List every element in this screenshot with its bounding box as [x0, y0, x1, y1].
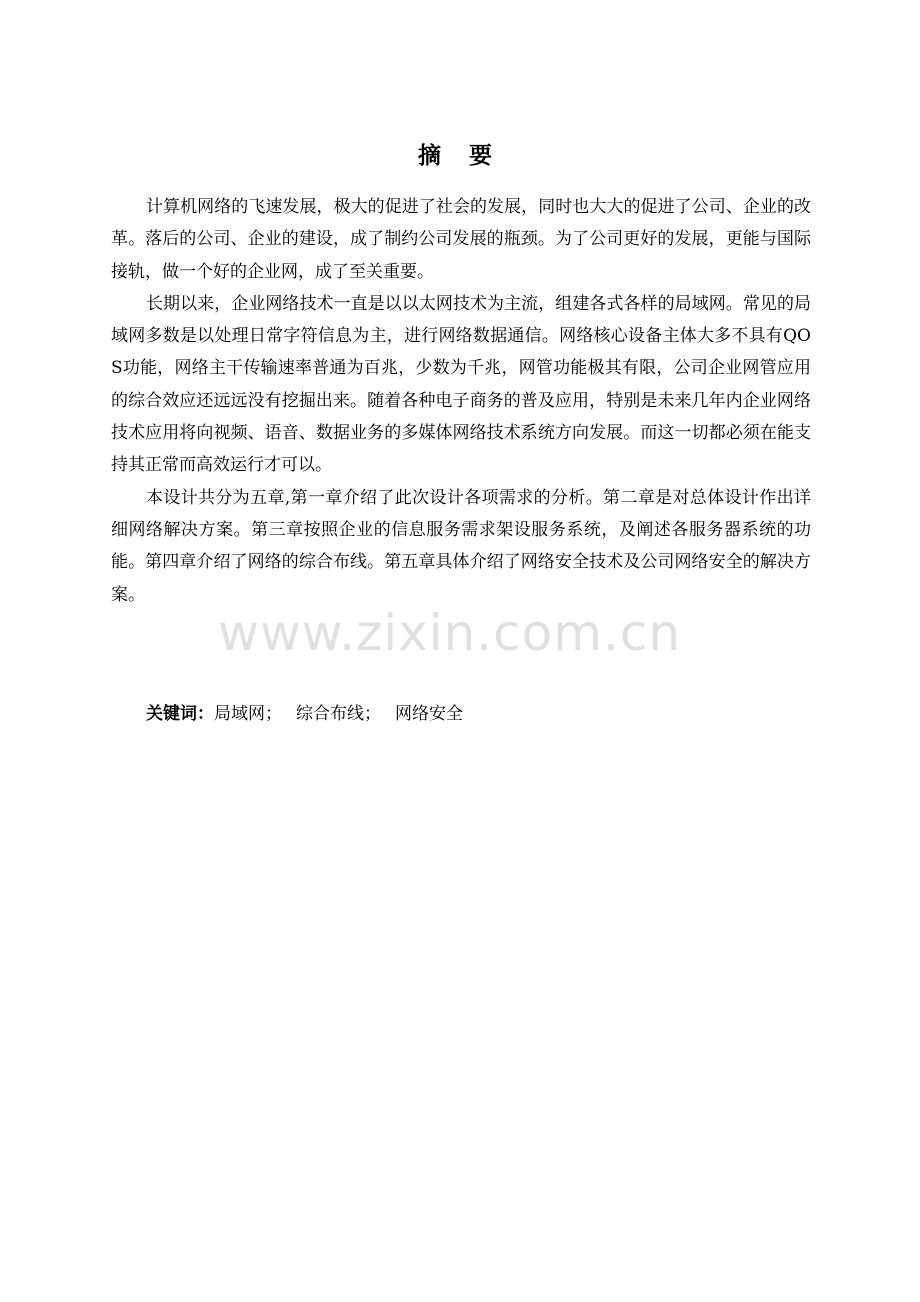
abstract-paragraph-1: 计算机网络的飞速发展，极大的促进了社会的发展，同时也大大的促进了公司、企业的改革。落后的公司、企业的建设，成了制约公司发展的瓶颈。为了公司更好的发展，更能与国际接轨，做一个好的企业网，成了至关重要。: [111, 197, 811, 282]
keyword-item: 网络安全: [395, 704, 463, 724]
abstract-paragraph-3: 本设计共分为五章,第一章介绍了此次设计各项需求的分析。第二章是对总体设计作出详细网络解决方案。第三章按照企业的信息服务需求架设服务系统，及阐述各服务器系统的功能。第四章介绍了网络的综合布线。第五章具体介绍了网络安全技术及公司网络安全的解决方案。: [111, 487, 811, 605]
keyword-item: 综合布线；: [296, 704, 381, 724]
page-title: 摘 要: [417, 143, 502, 169]
keywords-label: 关键词：: [146, 704, 214, 724]
abstract-body: [111, 191, 811, 611]
keyword-item: 局域网；: [214, 704, 282, 724]
keywords-line: [146, 700, 463, 728]
abstract-paragraph-2: 长期以来，企业网络技术一直是以以太网技术为主流，组建各式各样的局域网。常见的局域网多数是以处理日常字符信息为主，进行网络数据通信。网络核心设备主体大多不具有QOS功能，网络主干传输速率普通为百兆，少数为千兆，网管功能极其有限，公司企业网管应用的综合效应还远远没有挖掘出来。随着各种电子商务的普及应用，特别是未来几年内企业网络技术应用将向视频、语音、数据业务的多媒体网络技术系统方向发展。而这一切都必须在能支持其正常而高效运行才可以。: [111, 293, 811, 476]
site-watermark: www.zixin.com.cn: [218, 604, 682, 662]
